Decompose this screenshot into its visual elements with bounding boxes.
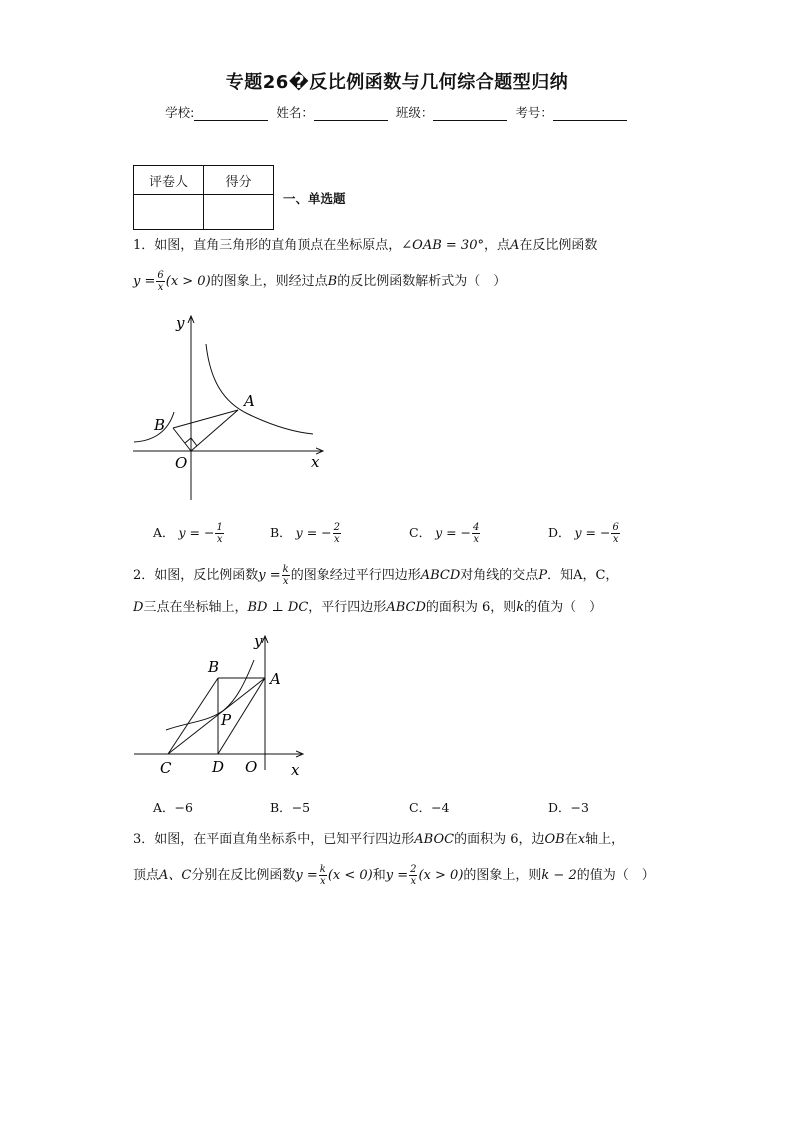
frac-num: 2 xyxy=(333,522,341,533)
q3-text: 的面积为 6，边 xyxy=(454,832,545,847)
diagonal-ca xyxy=(168,678,265,754)
option-expr: y = − xyxy=(435,525,472,540)
q2-option-c[interactable] xyxy=(409,798,450,816)
q3-text: 顶点 xyxy=(133,868,160,883)
frac-num: k xyxy=(282,564,289,575)
q1-func-lhs: y = xyxy=(133,274,156,289)
segment-ob xyxy=(173,428,191,451)
q2-text: ，平行四边形 xyxy=(308,600,387,615)
name-label: 姓名： xyxy=(276,105,314,120)
q2-text: 的面积为 6，则 xyxy=(425,600,517,615)
q2-figure xyxy=(128,630,313,780)
q1-option-b[interactable] xyxy=(270,522,342,545)
score-cell[interactable] xyxy=(204,195,274,230)
y-label: y xyxy=(176,314,185,332)
q1-text: 1．如图，直角三角形的直角顶点在坐标原点， xyxy=(133,238,402,253)
origin-label: O xyxy=(175,454,188,472)
score-header: 得分 xyxy=(204,166,274,195)
q1-option-d[interactable] xyxy=(548,522,621,545)
score-table xyxy=(133,165,274,230)
school-label: 学校: xyxy=(165,105,195,120)
option-value: −4 xyxy=(431,800,450,815)
q3-f1-lhs: y = xyxy=(295,868,318,883)
frac-num: 1 xyxy=(216,522,223,533)
q3-text: 和 xyxy=(372,868,386,883)
q3-f2-lhs: y = xyxy=(385,868,409,883)
section-heading: 一、单选题 xyxy=(283,191,346,206)
q3-f2-fraction xyxy=(409,864,417,887)
q3-text: 的图象上，则 xyxy=(463,868,542,883)
q1-func-cond: (x > 0) xyxy=(165,274,211,289)
q2-text: 的图象经过平行四边形 xyxy=(290,568,421,583)
option-value: −3 xyxy=(570,800,589,815)
option-label: D． xyxy=(548,525,571,540)
q3-expr: k − 2 xyxy=(541,868,577,883)
origin-label: O xyxy=(245,758,258,776)
option-fraction xyxy=(472,522,480,545)
option-fraction xyxy=(611,522,619,545)
point-b-label: B xyxy=(208,658,220,676)
q2-option-d[interactable] xyxy=(548,798,589,816)
q2-options xyxy=(133,798,693,818)
q2-perp: BD ⊥ DC xyxy=(247,600,309,615)
q1-text: ，点 xyxy=(483,238,510,253)
frac-num: 4 xyxy=(473,522,480,533)
point-c-label: C xyxy=(160,759,172,777)
q2-text: 2．如图，反比例函数 xyxy=(133,568,259,583)
point-a-label: A xyxy=(244,392,255,410)
q1-option-a[interactable] xyxy=(153,522,225,545)
exam-number-label: 考号： xyxy=(515,105,553,120)
q2-option-b[interactable] xyxy=(270,798,310,816)
q1-line2 xyxy=(133,270,506,293)
option-expr: y = − xyxy=(295,525,332,540)
option-label: A． xyxy=(153,525,175,540)
grader-header: 评卷人 xyxy=(134,166,204,195)
q3-text: 在 xyxy=(564,832,578,847)
point-p-label: P xyxy=(221,711,232,729)
x-label: x xyxy=(291,761,300,779)
q3-text: 轴上， xyxy=(585,832,625,847)
option-value: −6 xyxy=(174,800,193,815)
student-info-line xyxy=(0,103,794,121)
q3-f1-fraction xyxy=(319,864,327,887)
q2-k: k xyxy=(516,600,525,615)
q3-f2-cond: (x > 0) xyxy=(418,868,464,883)
q1-point-a: A xyxy=(510,238,520,253)
segment-cb xyxy=(168,678,218,754)
q2-option-a[interactable] xyxy=(153,798,193,816)
q3-f1-cond: (x < 0) xyxy=(327,868,373,883)
x-label: x xyxy=(311,453,320,471)
frac-num: k xyxy=(319,864,326,875)
q1-options xyxy=(133,522,693,550)
q1-frac-den: x xyxy=(157,282,164,293)
frac-num: 2 xyxy=(410,864,417,875)
exam-number-blank[interactable] xyxy=(553,108,627,121)
q1-fraction xyxy=(156,270,164,293)
option-label: B． xyxy=(270,800,292,815)
option-fraction xyxy=(333,522,341,545)
option-value: −5 xyxy=(291,800,311,815)
q1-line1 xyxy=(133,236,597,256)
frac-den: x xyxy=(410,876,417,887)
option-expr: y = − xyxy=(574,525,611,540)
q1-frac-num: 6 xyxy=(157,270,164,281)
hyperbola-right xyxy=(206,344,313,434)
q3-line2 xyxy=(133,864,655,887)
option-expr: y = − xyxy=(178,525,215,540)
frac-num: 6 xyxy=(612,522,619,533)
option-label: B． xyxy=(270,525,292,540)
q3-text: 分别在反比例函数 xyxy=(191,868,296,883)
option-label: A． xyxy=(153,800,175,815)
q1-text: 的图象上，则经过点 xyxy=(210,274,328,289)
frac-den: x xyxy=(319,876,326,887)
name-blank[interactable] xyxy=(314,108,388,121)
q2-abcd: ABCD xyxy=(386,600,426,615)
frac-den: x xyxy=(282,576,289,587)
q1-angle: ∠OAB = 30° xyxy=(401,238,484,253)
q2-text: 对角线的交点 xyxy=(460,568,539,583)
q2-func-lhs: y = xyxy=(258,568,281,583)
q1-point-b: B xyxy=(327,274,338,289)
school-blank[interactable] xyxy=(194,108,268,121)
q2-fraction xyxy=(282,564,290,587)
q1-figure xyxy=(128,310,338,505)
q2-text: 三点在坐标轴上， xyxy=(143,600,248,615)
option-label: C． xyxy=(409,800,432,815)
point-b-label: B xyxy=(154,416,166,434)
q3-text: 的值为（ ） xyxy=(576,868,655,883)
option-label: C． xyxy=(409,525,432,540)
option-fraction xyxy=(215,522,223,545)
point-a-label: A xyxy=(270,670,281,688)
frac-den: x xyxy=(334,534,340,545)
page-title: 专题26�反比例函数与几何综合题型归纳 xyxy=(225,72,569,93)
q3-ac: A、C xyxy=(159,868,192,883)
q2-p: P xyxy=(538,568,548,583)
class-label: 班级： xyxy=(395,105,434,120)
class-blank[interactable] xyxy=(433,108,507,121)
point-d-label: D xyxy=(212,758,225,776)
q2-line2 xyxy=(133,598,602,618)
option-label: D． xyxy=(548,800,571,815)
q2-d: D xyxy=(133,600,144,615)
q2-text: ．知A，C， xyxy=(547,568,619,583)
q3-x: x xyxy=(577,832,586,847)
q3-aboc: ABOC xyxy=(414,832,455,847)
grader-cell[interactable] xyxy=(134,195,204,230)
frac-den: x xyxy=(473,534,480,545)
y-label: y xyxy=(254,632,263,650)
q1-text: 的反比例函数解析式为（ ） xyxy=(337,274,507,289)
q2-line1 xyxy=(133,564,618,587)
q2-text: 的值为（ ） xyxy=(524,600,603,615)
q1-option-c[interactable] xyxy=(409,522,481,545)
q2-abcd: ABCD xyxy=(420,568,461,583)
q3-ob: OB xyxy=(544,832,565,847)
frac-den: x xyxy=(216,534,223,545)
q1-text: 在反比例函数 xyxy=(519,238,598,253)
frac-den: x xyxy=(612,534,619,545)
q3-text: 3．如图，在平面直角坐标系中，已知平行四边形 xyxy=(133,832,415,847)
q3-line1 xyxy=(133,830,624,850)
